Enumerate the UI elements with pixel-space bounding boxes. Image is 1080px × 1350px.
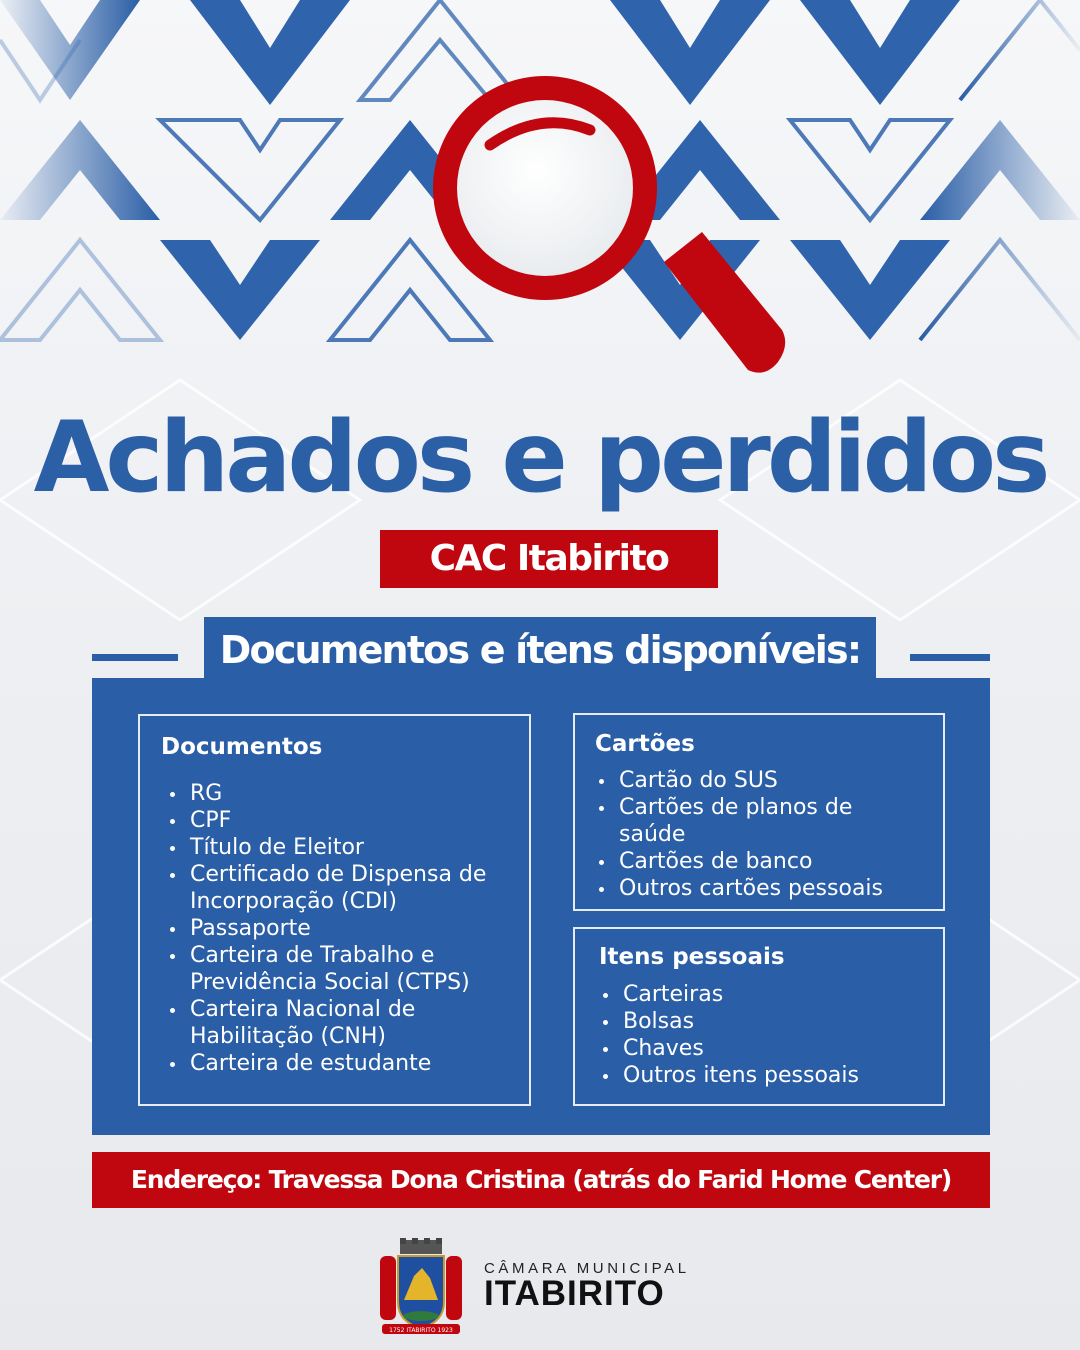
crest-ribbon-text: 1752 ITABIRITO 1923 [389, 1327, 453, 1334]
list-item: Outros itens pessoais [599, 1062, 929, 1089]
list-item: Cartão do SUS [595, 767, 915, 794]
section-title: Documentos e ítens disponíveis: [204, 617, 876, 685]
municipal-crest-icon [376, 1238, 466, 1338]
list-item: Carteira de estudante [162, 1050, 522, 1077]
list-item: Certificado de Dispensa de Incorporação (CDI) [162, 861, 522, 915]
org-label: CÂMARA MUNICIPAL [484, 1260, 690, 1277]
list-item: Carteira Nacional de Habilitação (CNH) [162, 996, 522, 1050]
list-item: Outros cartões pessoais [595, 875, 915, 902]
list-item: CPF [162, 807, 522, 834]
list-item: Cartões de banco [595, 848, 915, 875]
list-item: Título de Eleitor [162, 834, 522, 861]
personal-items-list [599, 981, 929, 1089]
list-item: RG [162, 780, 522, 807]
list-item: Passaporte [162, 915, 522, 942]
page-title: Achados e perdidos [33, 401, 1047, 515]
list-item: Chaves [599, 1035, 929, 1062]
documents-card [138, 714, 531, 1106]
org-name: ITABIRITO [484, 1274, 665, 1313]
cards-list [595, 767, 915, 902]
address-banner: Endereço: Travessa Dona Cristina (atrás do Farid Home Center) [92, 1152, 990, 1208]
cards-card [573, 713, 945, 911]
magnifier-icon [420, 70, 820, 390]
divider-right [910, 654, 990, 661]
personal-items-title: Itens pessoais [599, 944, 785, 970]
divider-left [92, 654, 178, 661]
cards-title: Cartões [595, 731, 695, 757]
list-item: Carteira de Trabalho e Previdência Social (CTPS) [162, 942, 522, 996]
documents-list [162, 780, 522, 1077]
list-item: Cartões de planos de saúde [595, 794, 915, 848]
subtitle-badge: CAC Itabirito [380, 530, 718, 588]
list-item: Carteiras [599, 981, 929, 1008]
personal-items-card [573, 927, 945, 1106]
documents-title: Documentos [161, 734, 323, 760]
list-item: Bolsas [599, 1008, 929, 1035]
